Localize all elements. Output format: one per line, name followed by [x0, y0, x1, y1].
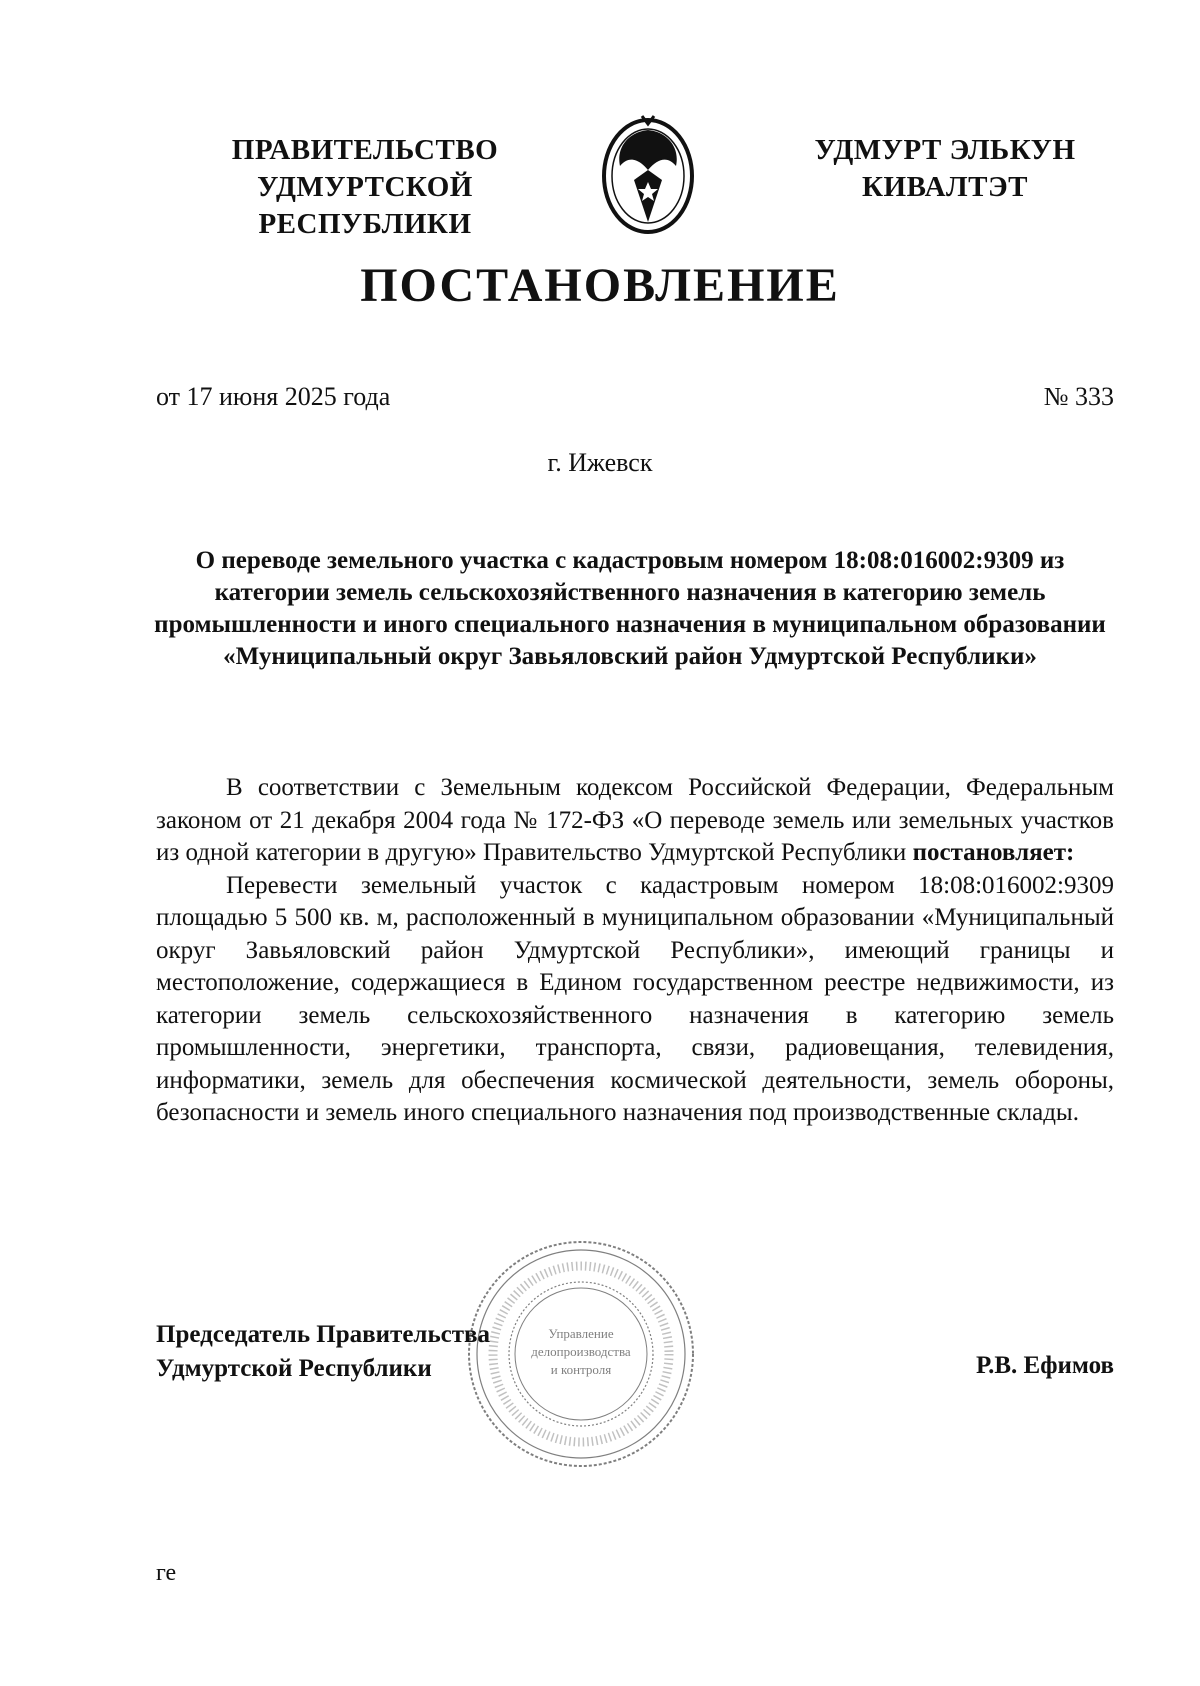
header-right-line2: КИВАЛТЭТ [861, 171, 1028, 203]
emblem-icon [598, 110, 698, 236]
header-right [790, 132, 1100, 206]
stamp-center-line1: Управление [548, 1326, 614, 1341]
body-paragraph-1-text: В соответствии с Земельным кодексом Российской Федерации, Федеральным законом от 21 декабря 2004 года № 172-ФЗ «О переводе земель или земельных участков из одной категории в другую» Правительство Удмуртской Республики [156, 774, 1114, 866]
document-body [156, 772, 1114, 1130]
header-right-line1: УДМУРТ ЭЛЬКУН [814, 134, 1076, 166]
official-stamp [465, 1238, 697, 1470]
signature-position-line1: Председатель Правительства [156, 1321, 491, 1348]
document-title: ПОСТАНОВЛЕНИЕ [360, 259, 840, 312]
signature-position-line2: Удмуртской Республики [156, 1355, 432, 1382]
document-number: № 333 [1043, 382, 1114, 411]
header-left [150, 132, 580, 243]
stamp-center-line2: делопроизводства [531, 1344, 631, 1359]
header-left-line1: ПРАВИТЕЛЬСТВО [231, 134, 499, 166]
body-paragraph-1 [156, 772, 1114, 870]
document-city: г. Ижевск [547, 448, 653, 477]
document-date: от 17 июня 2025 года [156, 382, 391, 411]
header-left-line2: УДМУРТСКОЙ РЕСПУБЛИКИ [257, 171, 473, 240]
stamp-center-line3: и контроля [550, 1362, 612, 1377]
body-paragraph-1-bold: постановляет: [912, 839, 1075, 866]
document-subject: О переводе земельного участка с кадастровым номером 18:08:016002:9309 из категории земель сельскохозяйственного назначения в категорию земель промышленности и иного специального назначения в муниципальном образовании «Муниципальный округ Завьяловский район Удмуртской Республики» [154, 547, 1106, 670]
signature-name: Р.В. Ефимов [975, 1352, 1114, 1379]
executor-initials: ге [156, 1560, 177, 1586]
body-paragraph-2: Перевести земельный участок с кадастровым номером 18:08:016002:9309 площадью 5 500 кв. м, расположенный в муниципальном образовании «Муниципальный округ Завьяловский район Удмуртской Республики», имеющий границы и местоположение, содержащиеся в Едином государственном реестре недвижимости, из категории земель сельскохозяйственного назначения в категорию земель промышленности, энергетики, транспорта, связи, радиовещания, телевидения, информатики, земель для обеспечения космической деятельности, земель обороны, безопасности и земель иного специального назначения под производственные склады. [156, 871, 1114, 1126]
signature-position [156, 1318, 490, 1386]
